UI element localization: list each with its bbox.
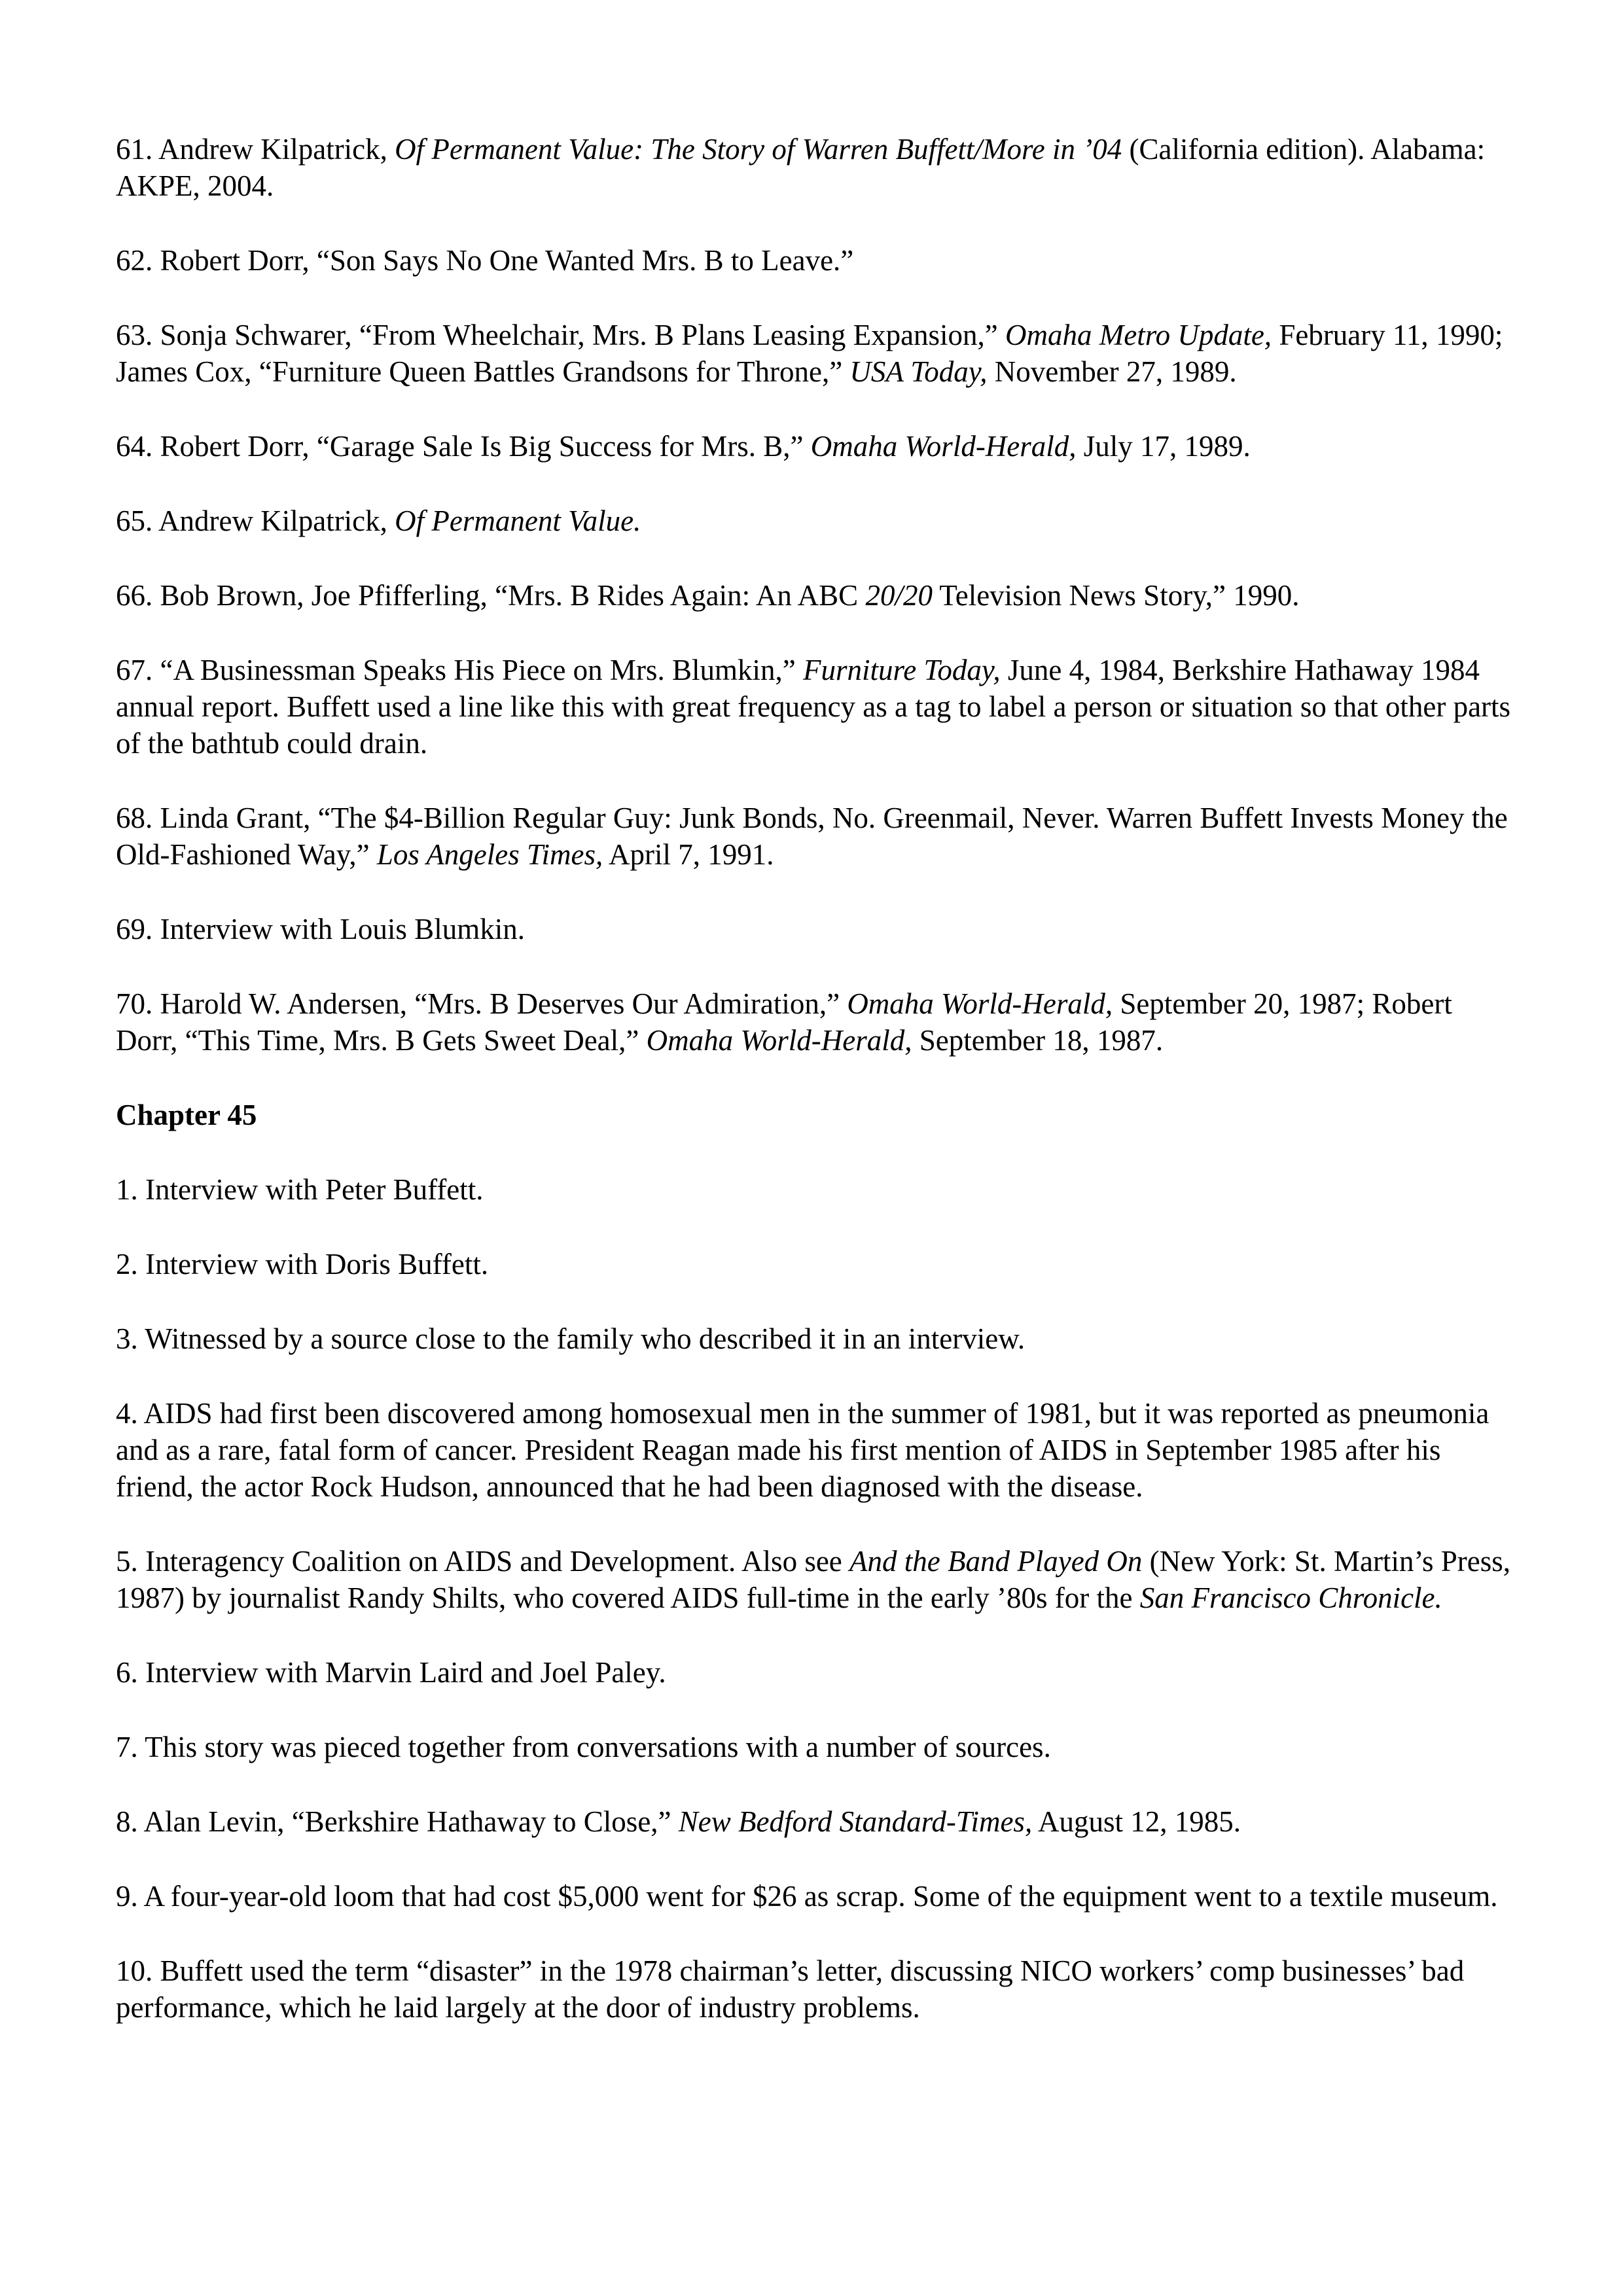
endnote-text: 9. A four-year-old loom that had cost $5,000 went for $26 as scrap. Some of the equipment went to a textile museum. [116, 1880, 1498, 1913]
endnote [116, 317, 1516, 390]
endnote [116, 911, 1516, 947]
endnote-text: (New York: St. Martin’s Press, 1987) by journalist Randy Shilts, who covered AIDS full-time in the early ’80s for the [116, 1545, 1510, 1614]
endnote [116, 1878, 1516, 1915]
endnote [116, 577, 1516, 614]
endnote [116, 1320, 1516, 1357]
endnote-text: 64. Robert Dorr, “Garage Sale Is Big Success for Mrs. B,” [116, 430, 811, 463]
endnote-text: November 27, 1989. [987, 355, 1237, 388]
endnote [116, 131, 1516, 204]
endnote [116, 800, 1516, 873]
endnote-text: 66. Bob Brown, Joe Pfifferling, “Mrs. B Rides Again: An ABC [116, 579, 866, 612]
endnote [116, 242, 1516, 279]
endnote [116, 1952, 1516, 2026]
endnotes-list-chapter-45 [116, 1171, 1516, 2026]
endnote-text: 63. Sonja Schwarer, “From Wheelchair, Mrs. B Plans Leasing Expansion,” [116, 319, 1006, 351]
endnote-italic-text: San Francisco Chronicle. [1139, 1581, 1442, 1614]
endnote [116, 1171, 1516, 1208]
endnote-italic-text: USA Today, [849, 355, 988, 388]
endnote-text: 7. This story was pieced together from conversations with a number of sources. [116, 1731, 1051, 1763]
endnote-italic-text: Of Permanent Value. [395, 504, 641, 537]
chapter-heading: Chapter 45 [116, 1099, 257, 1131]
endnote-italic-text: Omaha World-Herald, [646, 1024, 912, 1057]
endnote-italic-text: Omaha Metro Update, [1005, 319, 1272, 351]
endnote-italic-text: Los Angeles Times, [376, 838, 603, 871]
endnote-italic-text: Furniture Today, [802, 654, 1001, 686]
endnote-italic-text: Omaha World-Herald, [810, 430, 1077, 463]
endnote-italic-text: And the Band Played On [849, 1545, 1143, 1578]
endnote-text: 1. Interview with Peter Buffett. [116, 1173, 484, 1206]
endnote-text: 6. Interview with Marvin Laird and Joel Paley. [116, 1656, 666, 1689]
endnote-text: 68. Linda Grant, “The $4-Billion Regular Guy: Junk Bonds, No. Greenmail, Never. Warren Buffett Invests Money the Old-Fashioned Way,” [116, 802, 1508, 871]
endnote-text: 69. Interview with Louis Blumkin. [116, 913, 525, 945]
endnote [116, 428, 1516, 465]
endnote-text: August 12, 1985. [1032, 1805, 1241, 1838]
endnote-text: 5. Interagency Coalition on AIDS and Development. Also see [116, 1545, 850, 1578]
endnote [116, 503, 1516, 539]
endnote-text: 62. Robert Dorr, “Son Says No One Wanted Mrs. B to Leave.” [116, 244, 854, 277]
endnote-italic-text: Of Permanent Value: The Story of Warren Buffett/More in ’04 [395, 133, 1122, 166]
endnotes-list-previous-chapter [116, 131, 1516, 1059]
endnote-italic-text: Omaha World-Herald, [847, 987, 1113, 1020]
endnote-text: April 7, 1991. [603, 838, 774, 871]
endnote [116, 1543, 1516, 1616]
endnote-text: September 20, 1987; Robert Dorr, “This Time, Mrs. B Gets Sweet Deal,” [116, 987, 1452, 1057]
endnote-text: 4. AIDS had first been discovered among homosexual men in the summer of 1981, but it was reported as pneumonia and as a rare, fatal form of cancer. President Reagan made his first mention of AIDS in September 1985 after his friend, the actor Rock Hudson, announced that he had been diagnosed with the disease. [116, 1397, 1489, 1503]
endnote-text: 8. Alan Levin, “Berkshire Hathaway to Close,” [116, 1805, 679, 1838]
endnote [116, 1729, 1516, 1765]
endnote-text: 2. Interview with Doris Buffett. [116, 1248, 489, 1280]
endnotes-body [116, 131, 1516, 2064]
endnote-text: (California edition). Alabama: AKPE, 2004. [116, 133, 1486, 202]
endnote-text: Television News Story,” 1990. [932, 579, 1300, 612]
endnote-text: 3. Witnessed by a source close to the family who described it in an interview. [116, 1322, 1026, 1355]
endnote-text: September 18, 1987. [912, 1024, 1164, 1057]
endnote-italic-text: New Bedford Standard-Times, [678, 1805, 1033, 1838]
endnote-text: 61. Andrew Kilpatrick, [116, 133, 395, 166]
endnote-text: February 11, 1990; James Cox, “Furniture Queen Battles Grandsons for Throne,” [116, 319, 1503, 388]
endnote [116, 985, 1516, 1059]
endnote-text: July 17, 1989. [1076, 430, 1251, 463]
endnote-text: 67. “A Businessman Speaks His Piece on Mrs. Blumkin,” [116, 654, 803, 686]
endnote-italic-text: 20/20 [865, 579, 933, 612]
endnote [116, 1803, 1516, 1840]
endnote [116, 1654, 1516, 1691]
endnote-text: 10. Buffett used the term “disaster” in the 1978 chairman’s letter, discussing NICO workers’ comp businesses’ bad performance, which he laid largely at the door of industry problems. [116, 1954, 1465, 2024]
endnote [116, 1395, 1516, 1505]
endnote-text: 65. Andrew Kilpatrick, [116, 504, 395, 537]
endnote-text: 70. Harold W. Andersen, “Mrs. B Deserves Our Admiration,” [116, 987, 847, 1020]
endnote-text: June 4, 1984, Berkshire Hathaway 1984 annual report. Buffett used a line like this with great frequency as a tag to label a person or situation so that other parts of the bathtub could drain. [116, 654, 1511, 760]
endnote [116, 652, 1516, 762]
endnote [116, 1246, 1516, 1282]
